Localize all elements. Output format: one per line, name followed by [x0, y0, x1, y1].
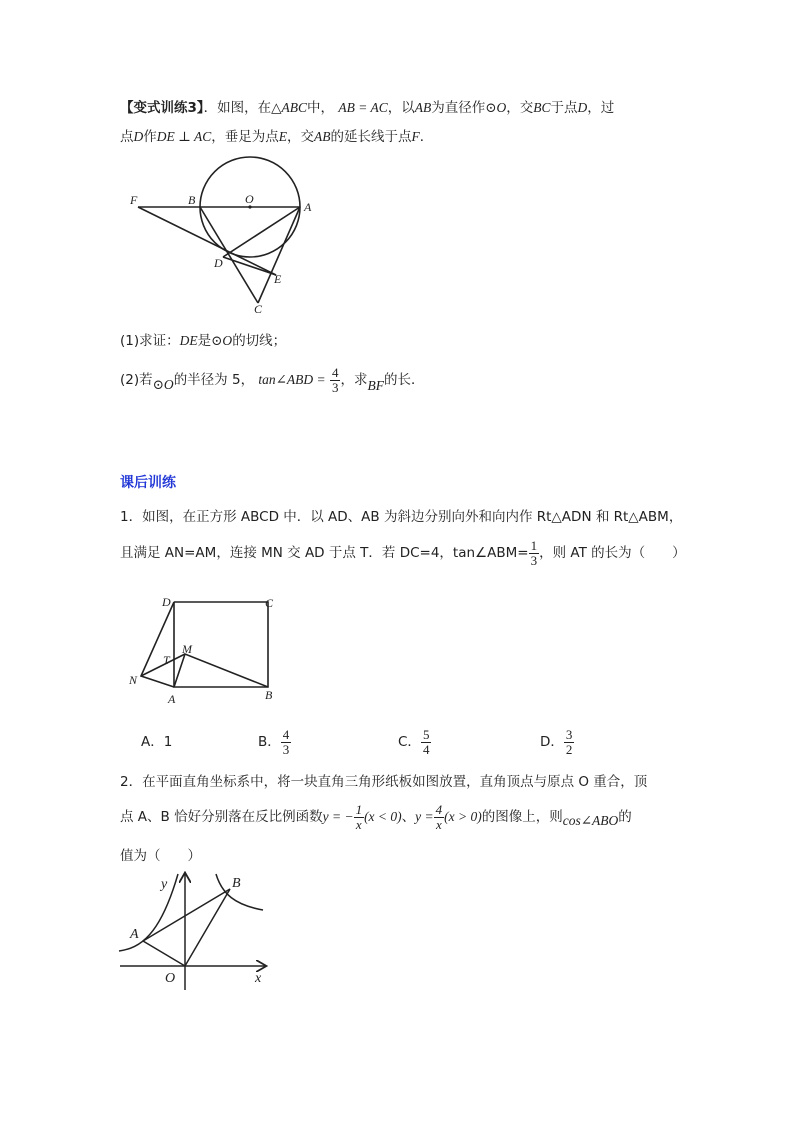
- label-e: E: [274, 272, 282, 286]
- exercise3-figure: [120, 155, 330, 315]
- p1-option-d[interactable]: D． $\frac{3}{2}$: [540, 726, 573, 757]
- exercise3-line1: 【变式训练3】．如图，在△ABC中， AB = AC，以AB为直径作⊙O，交BC于点D，过: [120, 100, 615, 116]
- label-t: T: [163, 653, 170, 667]
- label-f: F: [130, 193, 138, 207]
- label-c: C: [254, 302, 263, 315]
- exercise3-q2: (2)若⊙O的半径为 5， tan∠ABD = $\frac{4}{3}$ ，求BF的长．: [120, 364, 425, 395]
- p1-line1: 1．如图，在正方形 ABCD 中．以 AD、AB 为斜边分别向外和向内作 Rt△ADN 和 Rt△ABM，: [120, 509, 683, 525]
- p1-option-b[interactable]: B． $\frac{4}{3}$: [258, 726, 290, 757]
- p1-fraction: $\frac{1}{3}$: [530, 537, 538, 568]
- p1-figure: [125, 590, 290, 715]
- p1-option-c[interactable]: C． $\frac{5}{4}$: [398, 726, 430, 757]
- label-a: A: [130, 927, 139, 942]
- label-o: O: [165, 971, 176, 986]
- label-c: C: [265, 596, 274, 610]
- after-class-heading: 课后训练: [120, 475, 176, 491]
- label-d: D: [162, 595, 171, 609]
- label-b: B: [188, 193, 196, 207]
- label-a: A: [168, 692, 176, 706]
- p1-option-a[interactable]: A．1: [141, 734, 173, 750]
- p1-line2: 且满足 AN=AM，连接 MN 交 AD 于点 T．若 DC=4，tan∠ABM= $\frac{1}{3}$ ，则 AT 的长为（ ）: [120, 537, 686, 568]
- line-bc: [200, 207, 258, 303]
- tan-fraction: $\frac{4}{3}$: [331, 364, 339, 395]
- label-x: x: [255, 971, 262, 986]
- p2-line1: 2．在平面直角坐标系中，将一块直角三角形纸板如图放置，直角顶点与原点 O 重合，顶: [120, 774, 648, 790]
- label-o: O: [245, 192, 254, 206]
- p2-line2: 点 A、B 恰好分别落在反比例函数y = − $\frac{1}{x}$ (x < 0)、y = $\frac{4}{x}$ (x > 0)的图像上，则cos∠ABO的: [120, 801, 632, 832]
- label-n: N: [129, 673, 138, 687]
- line-de: [223, 257, 276, 275]
- label-m: M: [182, 642, 192, 656]
- p2-fraction-2: $\frac{4}{x}$: [435, 801, 443, 832]
- p2-figure: [115, 868, 285, 993]
- p2-fraction-1: $\frac{1}{x}$: [355, 801, 363, 832]
- exercise3-q1: (1)求证：DE是⊙O的切线；: [120, 333, 287, 349]
- label-d: D: [214, 256, 223, 270]
- label-b: B: [265, 688, 273, 702]
- triangle-abm: [174, 654, 268, 687]
- curve-neg: [119, 874, 178, 951]
- p2-line3: 值为（ ）: [120, 848, 201, 864]
- exercise3-line2: 点D作DE ⊥ AC，垂足为点E，交AB的延长线于点F．: [120, 129, 434, 145]
- label-y: y: [161, 877, 168, 892]
- label-b: B: [232, 876, 241, 891]
- exercise3-label: 【变式训练3】: [120, 100, 204, 116]
- label-a: A: [304, 200, 312, 214]
